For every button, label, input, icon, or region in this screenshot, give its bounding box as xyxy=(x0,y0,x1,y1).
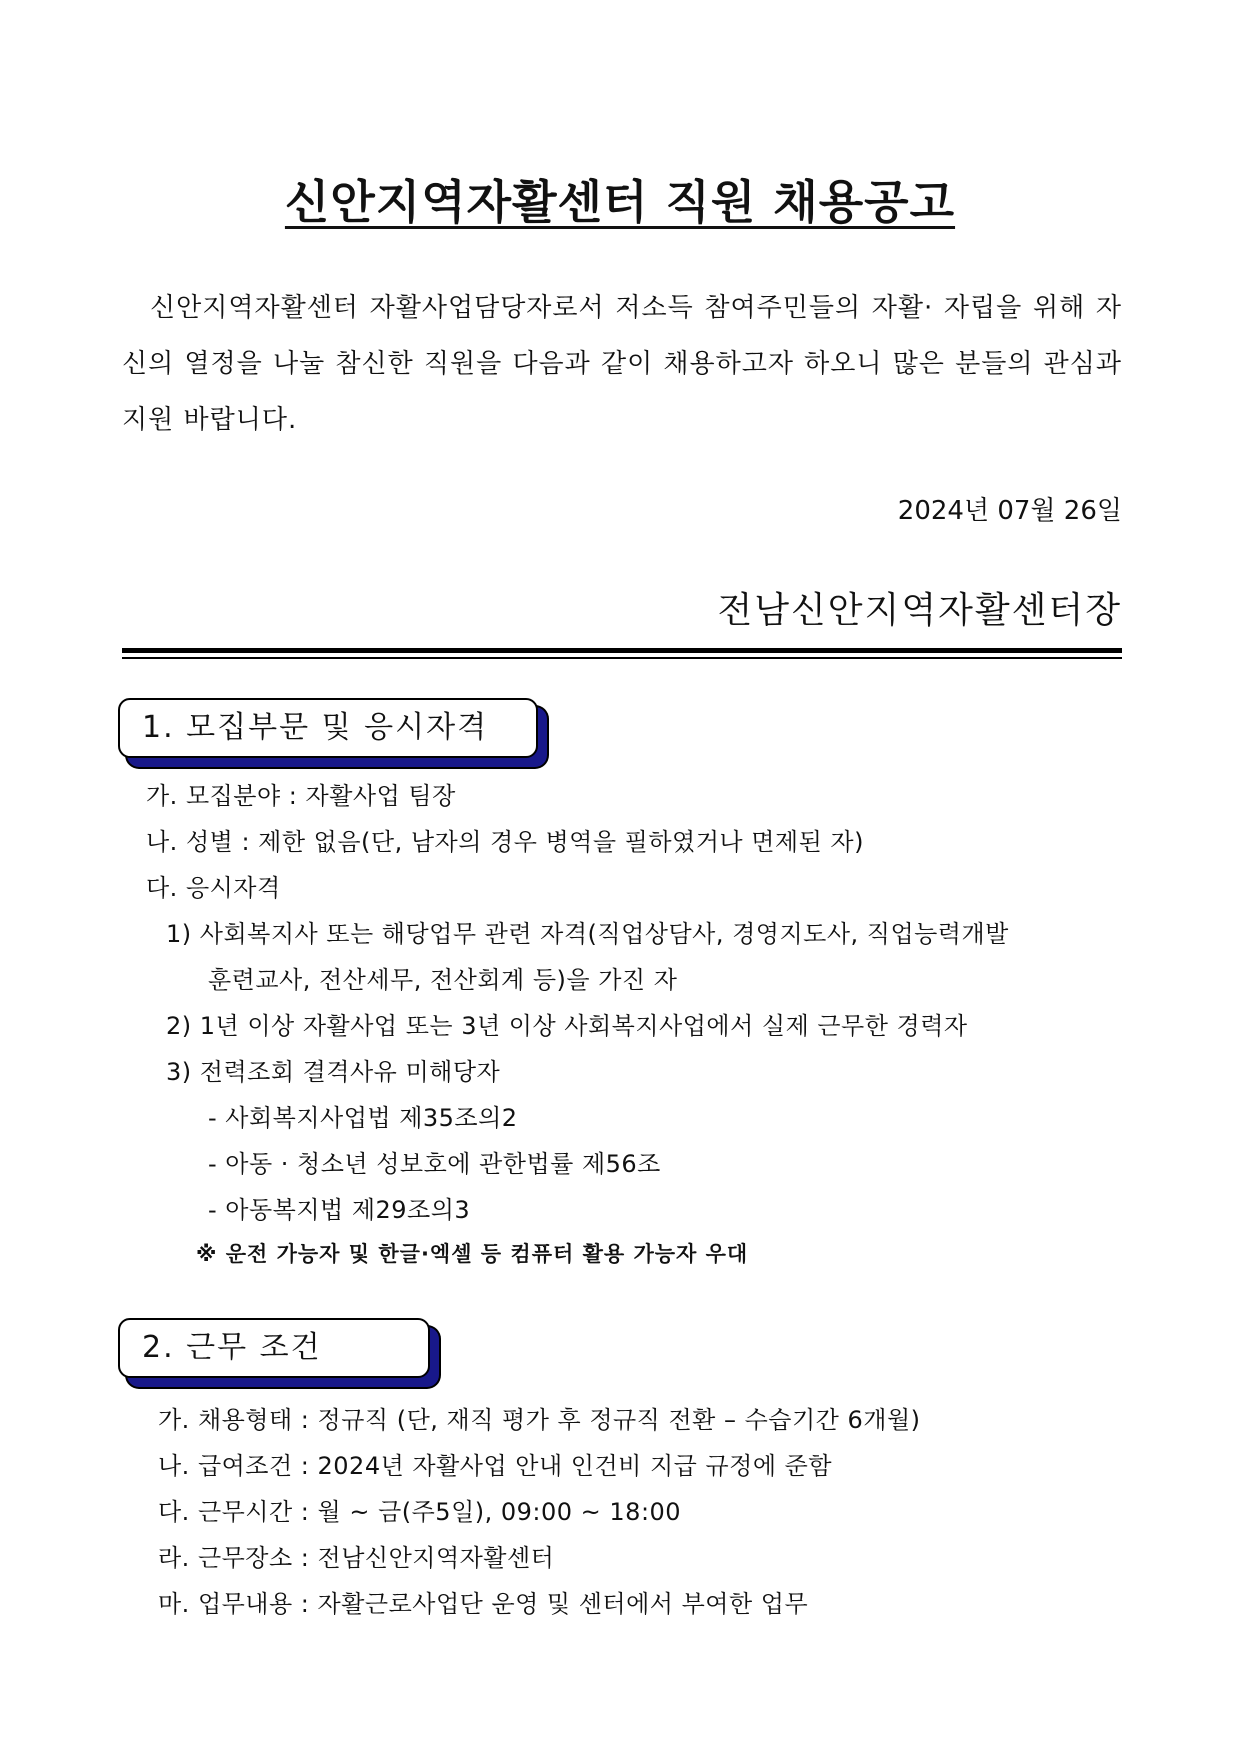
divider-thick xyxy=(122,648,1122,653)
section1-item-ga: 가. 모집분야 : 자활사업 팀장 xyxy=(146,782,456,810)
page-title xyxy=(0,166,1240,232)
section2-heading: 2. 근무 조건 xyxy=(118,1318,430,1378)
section1-heading: 1. 모집부문 및 응시자격 xyxy=(118,698,538,758)
qualification-2: 2) 1년 이상 자활사업 또는 3년 이상 사회복지사업에서 실제 근무한 경력자 xyxy=(166,1012,968,1040)
divider-thin xyxy=(122,657,1122,659)
intro-text: 신안지역자활센터 자활사업담당자로서 저소득 참여주민들의 자활· 자립을 위해 자신의 열정을 나눌 참신한 직원을 다음과 같이 채용하고자 하오니 많은 분들의 관심과 지원 바랍니다. xyxy=(122,293,1122,435)
section2-item-ma: 마. 업무내용 : 자활근로사업단 운영 및 센터에서 부여한 업무 xyxy=(158,1590,809,1618)
section1-item-na: 나. 성별 : 제한 없음(단, 남자의 경우 병역을 필하였거나 면제된 자) xyxy=(146,828,864,856)
section2-item-na: 나. 급여조건 : 2024년 자활사업 안내 인건비 지급 규정에 준함 xyxy=(158,1452,832,1480)
section2-item-ra: 라. 근무장소 : 전남신안지역자활센터 xyxy=(158,1544,555,1572)
preference-note: ※ 운전 가능자 및 한글·엑셀 등 컴퓨터 활용 가능자 우대 xyxy=(196,1242,749,1266)
title-text: 신안지역자활센터 직원 채용공고 xyxy=(284,175,956,229)
section1-item-da: 다. 응시자격 xyxy=(146,874,281,902)
law-item-2: - 아동 · 청소년 성보호에 관한법률 제56조 xyxy=(208,1150,661,1178)
law-item-1: - 사회복지사업법 제35조의2 xyxy=(208,1104,518,1132)
section2-item-ga: 가. 채용형태 : 정규직 (단, 재직 평가 후 정규직 전환 – 수습기간 6개월) xyxy=(158,1406,921,1434)
announcement-date: 2024년 07월 26일 xyxy=(897,496,1122,526)
law-item-3: - 아동복지법 제29조의3 xyxy=(208,1196,471,1224)
intro-paragraph xyxy=(122,280,1122,448)
organization-name: 전남신안지역자활센터장 xyxy=(717,590,1122,631)
qualification-1-cont: 훈련교사, 전산세무, 전산회계 등)을 가진 자 xyxy=(208,966,678,994)
section2-item-da: 다. 근무시간 : 월 ~ 금(주5일), 09:00 ~ 18:00 xyxy=(158,1498,682,1526)
qualification-1: 1) 사회복지사 또는 해당업무 관련 자격(직업상담사, 경영지도사, 직업능력개발 xyxy=(166,920,1009,948)
qualification-3: 3) 전력조회 결격사유 미해당자 xyxy=(166,1058,501,1086)
